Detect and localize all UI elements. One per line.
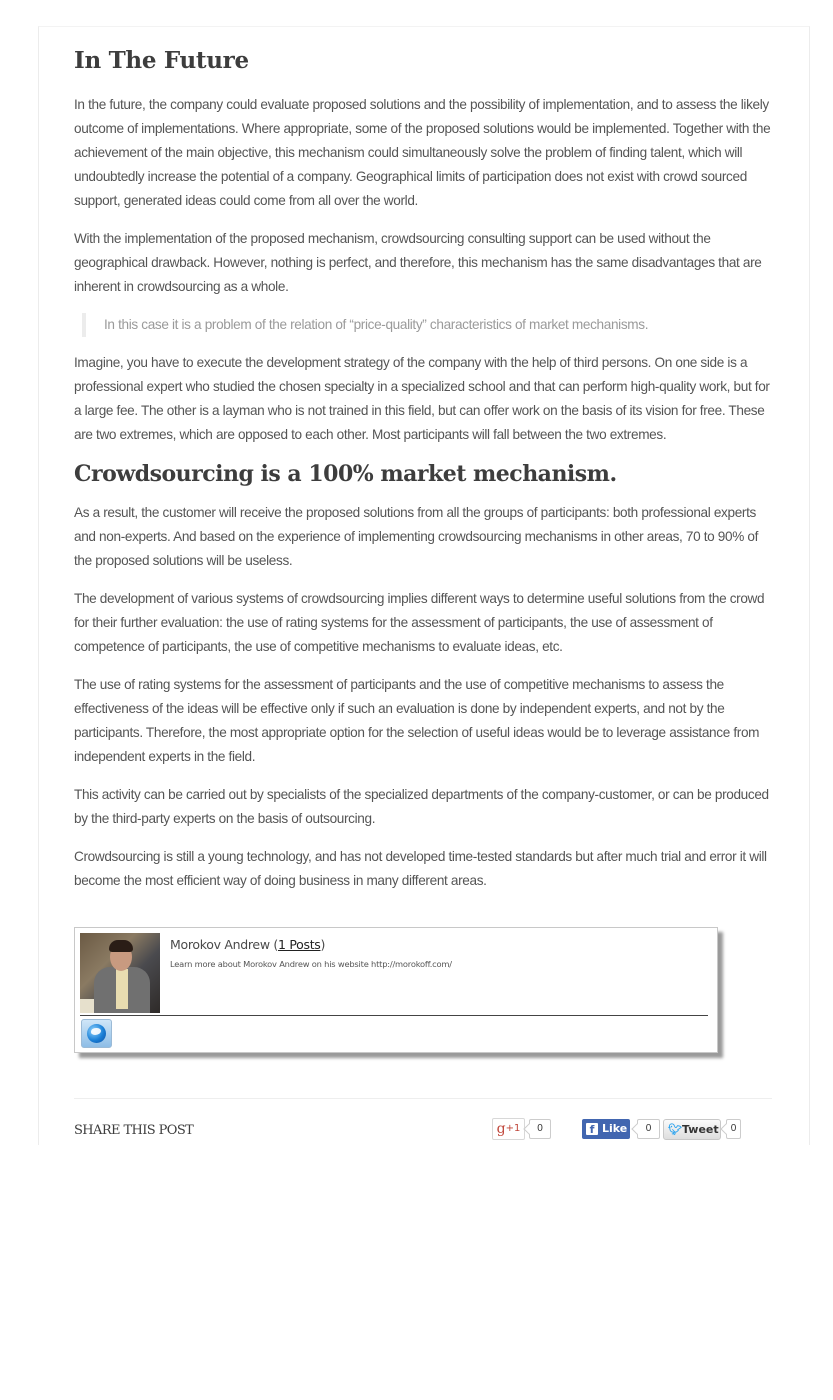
paragraph: The use of rating systems for the assessment of participants and the use of competitive mechanisms to assess the effectiveness of the ideas will be effective only if such an evaluation is done by independent experts, and not by the participants. Therefore, the most appropriate option for the selection of useful ideas would be to leverage assistance from independent experts in the field. — [74, 677, 760, 764]
share-label: SHARE THIS POST — [74, 1123, 194, 1138]
paragraph: As a result, the customer will receive the proposed solutions from all the groups of participants: both professional experts and non-experts. And based on the experience of implementing crowdsourcing mechanisms in other areas, 70 to 90% of the proposed solutions will be useless. — [74, 505, 759, 568]
google-plus-icon: g — [496, 1121, 506, 1137]
tweet-button[interactable] — [663, 1119, 721, 1140]
paren: ) — [320, 937, 326, 952]
author-bio-box — [74, 927, 718, 1053]
paragraph: The development of various systems of crowdsourcing implies different ways to determine useful solutions from the crowd for their further evaluation: the use of rating systems for the assessment of participants, the use of assessment of competence of participants, the use of competitive mechanisms to evaluate ideas, etc. — [74, 591, 765, 654]
google-plus-button[interactable] — [492, 1118, 525, 1140]
tweet-label: Tweet — [682, 1123, 719, 1136]
facebook-like-count: 0 — [637, 1119, 660, 1139]
paragraph: In the future, the company could evaluate proposed solutions and the possibility of implementation, and to assess the likely outcome of implementations. Where appropriate, some of the proposed solutions would be implemented. Together with the achievement of the main objective, this mechanism could simultaneously solve the problem of finding talent, which will undoubtedly increase the potential of a company. Geographical limits of participation does not exist with crowd sourced support, generated ideas could come from all over the world. — [74, 97, 771, 208]
author-divider — [80, 1015, 708, 1016]
paragraph: Crowdsourcing is still a young technology, and has not developed time-tested standards but after much trial and error it will become the most efficient way of doing business in many different areas. — [74, 849, 767, 888]
author-posts-link[interactable]: 1 Posts — [278, 937, 321, 952]
google-plus-label: +1 — [505, 1123, 521, 1134]
facebook-like-button[interactable] — [582, 1119, 630, 1139]
twitter-bird-icon: 🐦︎ — [668, 1123, 682, 1136]
author-name-text: Morokov Andrew — [170, 937, 270, 952]
section-heading-future: In The Future — [74, 47, 249, 74]
blockquote: In this case it is a problem of the relation of “price-quality” characteristics of market mechanisms. — [82, 313, 772, 337]
article-body — [74, 44, 772, 907]
section-heading-crowdsourcing: Crowdsourcing is a 100% market mechanism. — [74, 461, 617, 487]
facebook-like-label: Like — [602, 1122, 628, 1135]
paren: ( — [269, 937, 279, 952]
author-name — [170, 937, 325, 952]
paragraph: This activity can be carried out by specialists of the specialized departments of the company-customer, or can be produced by the third-party experts on the basis of outsourcing. — [74, 787, 769, 826]
author-avatar — [80, 933, 160, 1013]
share-divider — [74, 1098, 772, 1099]
facebook-icon: f — [586, 1123, 598, 1135]
paragraph: Imagine, you have to execute the development strategy of the company with the help of third persons. On one side is a professional expert who studied the chosen specialty in a specialized school and that can perform high-quality work, but for a large fee. The other is a layman who is not trained in this field, but can offer work on the basis of its vision for free. These are two extremes, which are opposed to each other. Most participants will fall between the two extremes. — [74, 355, 770, 442]
tweet-count: 0 — [726, 1119, 741, 1139]
author-website-button[interactable] — [81, 1019, 112, 1048]
author-description: Learn more about Morokov Andrew on his website http://morokoff.com/ — [170, 959, 452, 969]
google-plus-count: 0 — [529, 1119, 551, 1139]
paragraph: With the implementation of the proposed mechanism, crowdsourcing consulting support can be used without the geographical drawback. However, nothing is perfect, and therefore, this mechanism has the same disadvantages that are inherent in crowdsourcing as a whole. — [74, 231, 762, 294]
